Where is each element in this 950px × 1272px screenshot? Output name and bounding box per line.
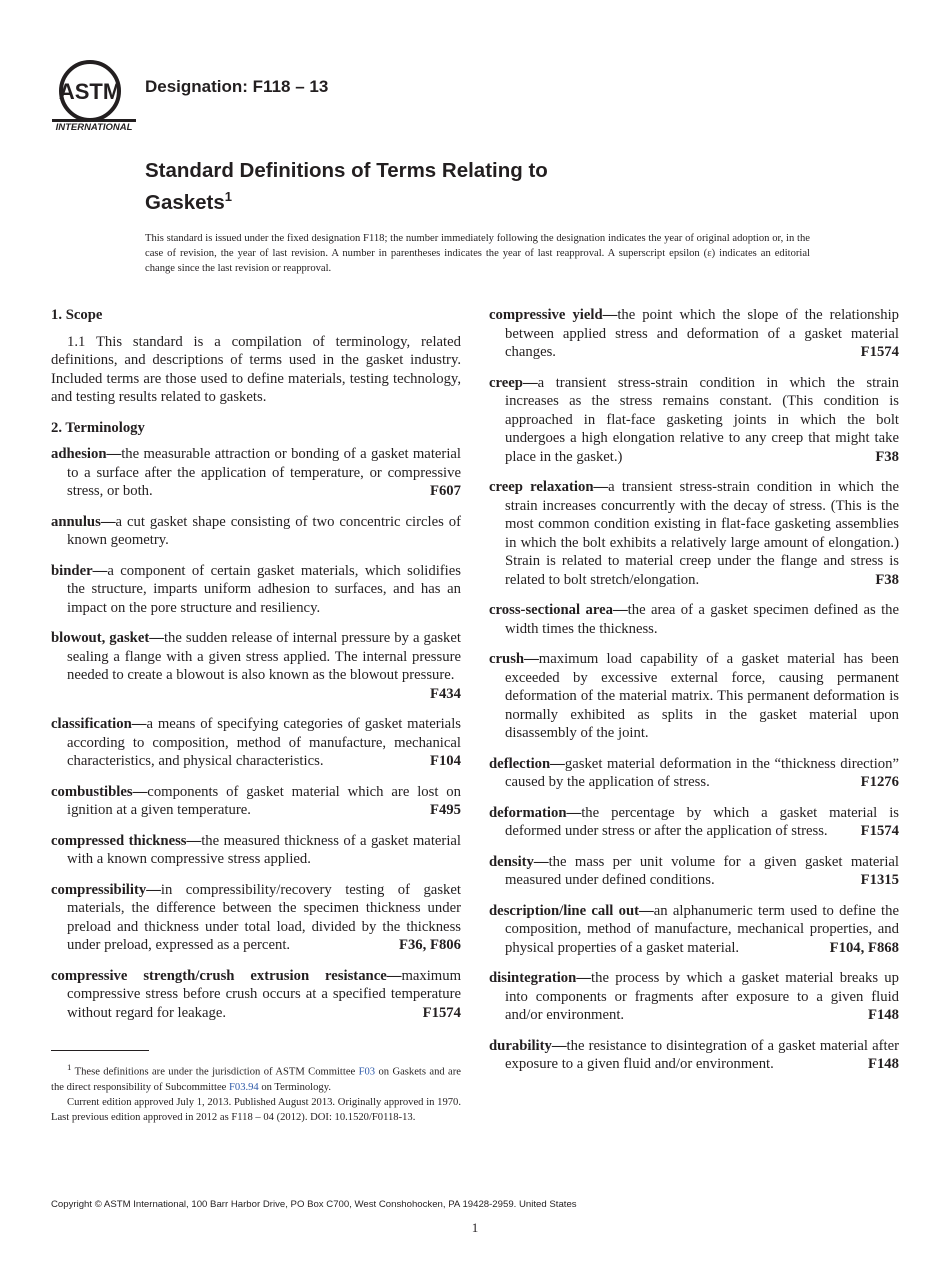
- page-number: 1: [471, 1220, 479, 1235]
- term-reference: F607: [429, 483, 461, 499]
- term-word: durability—: [489, 1037, 567, 1054]
- term-word: creep—: [489, 374, 538, 391]
- term-definition: a transient stress-strain condition in which the strain increases concurrently with the decay of stress. (This is the most common condition existing in flat-face gasketing assemblies in which the bolt exhibits a relatively large amount of elongation.) Strain is related to material creep under the flange and stress is related to bolt stretch/elongation.: [505, 479, 899, 588]
- term-word: deformation—: [489, 804, 582, 821]
- term-definition: the percentage by which a gasket material is deformed under stress or after the application of stress.: [505, 804, 899, 839]
- logo-subtext: INTERNATIONAL: [55, 122, 133, 133]
- term-definition: a means of specifying categories of gasket materials according to composition, method of manufacture, mechanical characteristics, and physical characteristics.: [67, 716, 461, 769]
- committee-link[interactable]: F03: [358, 1066, 376, 1078]
- term-word: binder—: [51, 562, 108, 579]
- term-entry: [51, 783, 461, 820]
- left-term-list: [51, 445, 461, 1022]
- term-entry: [489, 853, 899, 890]
- term-word: combustibles—: [51, 783, 148, 800]
- term-definition: maximum load capability of a gasket material has been exceeded by excessive external force, causing permanent deformation of the material matrix. This permanent deformation is normally exhibited as splits in the gasket material upon disassembly of the joint.: [505, 651, 899, 741]
- term-word: compressive yield—: [489, 307, 618, 323]
- right-term-list: [489, 306, 899, 1074]
- term-definition: the resistance to disintegration of a gasket material after exposure to a given fluid and/or environment.: [505, 1037, 899, 1072]
- document-title: [145, 158, 705, 216]
- footnote-edition: Current edition approved July 1, 2013. Published August 2013. Originally approved in 1970. Last previous edition approved in 2012 as F118 – 04 (2012). DOI: 10.1520/F0118-13.: [51, 1096, 461, 1123]
- term-entry: [51, 629, 461, 703]
- term-definition: a transient stress-strain condition in which the strain increases as the stress remains constant. (This condition is approached in flat-face gasketing joints in which the bolt undergoes a high elongation relative to any creep that might take place in the gasket.): [505, 374, 899, 465]
- term-entry: [489, 755, 899, 792]
- term-entry: [51, 513, 461, 550]
- term-word: adhesion—: [51, 446, 122, 462]
- term-entry: [489, 650, 899, 743]
- astm-logo: [52, 58, 136, 134]
- subcommittee-link[interactable]: F03.94: [229, 1081, 259, 1093]
- term-definition: the process by which a gasket material breaks up into components or fragments after exposure to a given fluid and/or environment.: [505, 970, 899, 1023]
- term-entry: [489, 969, 899, 1025]
- term-entry: [51, 715, 461, 771]
- term-reference: F38: [875, 571, 899, 588]
- title-line-2: Gaskets: [145, 190, 225, 214]
- term-word: compressive strength/crush extrusion resistance—: [51, 967, 402, 984]
- term-entry: [489, 1037, 899, 1074]
- scope-text: 1.1 This standard is a compilation of terminology, related definitions, and descriptions of terms used in the gasket industry. Included terms are those used to define materials, testing technology, and testing results related to gaskets.: [51, 333, 461, 405]
- right-column: [489, 306, 899, 1086]
- term-reference: F1574: [860, 823, 899, 839]
- term-reference: F104: [429, 753, 461, 769]
- term-word: description/line call out—: [489, 902, 654, 919]
- term-word: density—: [489, 853, 549, 870]
- term-entry: [51, 445, 461, 501]
- term-definition: a component of certain gasket materials, which solidifies the structure, imparts uniform adhesion to surfaces, and has an impact on the pore structure and resiliency.: [67, 562, 461, 616]
- term-definition: the point which the slope of the relationship between applied stress and deformation of a gasket material changes.: [505, 307, 900, 360]
- term-definition: the sudden release of internal pressure by a gasket sealing a flange with a given stress applied. The internal pressure needed to create a blowout is also known as the blowout pressure.: [67, 630, 462, 683]
- term-definition: the measurable attraction or bonding of a gasket material to a surface after the application of temperature, or compressive stress, or both.: [67, 446, 461, 499]
- term-word: compressibility—: [51, 881, 161, 898]
- term-entry: [489, 478, 899, 589]
- terminology-heading: 2. Terminology: [51, 419, 145, 436]
- designation: Designation: F118 – 13: [145, 77, 329, 96]
- term-reference: F495: [429, 802, 461, 818]
- term-definition: the area of a gasket specimen defined as the width times the thickness.: [505, 602, 900, 637]
- footnote-divider: [51, 1050, 149, 1051]
- copyright: Copyright © ASTM International, 100 Barr Harbor Drive, PO Box C700, West Conshohocken, PA 19428-2959. United States: [51, 1199, 577, 1210]
- term-word: annulus—: [51, 513, 116, 530]
- term-entry: [51, 832, 461, 869]
- term-definition: in compressibility/recovery testing of gasket materials, the difference between the specimen thickness under preload and thickness under total load, divided by the thickness under preload, expressed as a percent.: [67, 881, 461, 953]
- term-entry: [489, 902, 899, 958]
- term-reference: F36, F806: [398, 937, 461, 953]
- term-reference: F148: [867, 1007, 899, 1023]
- term-reference: F38: [875, 448, 899, 465]
- term-definition: a cut gasket shape consisting of two concentric circles of known geometry.: [67, 513, 461, 548]
- term-definition: gasket material deformation in the “thickness direction” caused by the application of stress.: [505, 755, 899, 790]
- term-word: cross-sectional area—: [489, 602, 628, 618]
- footnote-text-3: on Terminology.: [258, 1081, 331, 1093]
- term-reference: F1315: [860, 872, 899, 888]
- term-reference: F434: [429, 685, 461, 702]
- term-entry: [51, 562, 461, 618]
- footnote: [51, 1060, 461, 1125]
- scope-heading: 1. Scope: [51, 307, 103, 323]
- title-line-1: Standard Definitions of Terms Relating to: [145, 159, 548, 182]
- term-definition: components of gasket material which are lost on ignition at a given temperature.: [67, 783, 461, 818]
- term-definition: an alphanumeric term used to define the composition, method of manufacture, mechanical properties, and physical properties of a gasket material.: [505, 902, 900, 956]
- term-reference: F148: [867, 1056, 899, 1072]
- term-word: compressed thickness—: [51, 832, 202, 849]
- term-word: blowout, gasket—: [51, 630, 164, 646]
- footnote-text-2: on Gaskets and are the direct responsibility of Subcommittee: [51, 1066, 461, 1093]
- title-footnote-mark: 1: [224, 189, 233, 204]
- term-entry: [51, 881, 461, 955]
- term-reference: F104, F868: [829, 939, 899, 956]
- term-word: creep relaxation—: [489, 479, 609, 495]
- term-word: deflection—: [489, 755, 565, 772]
- term-word: disintegration—: [489, 970, 592, 986]
- term-reference: F1574: [860, 344, 899, 360]
- term-entry: [489, 601, 899, 638]
- footnote-text-1: These definitions are under the jurisdiction of ASTM Committee: [74, 1066, 359, 1078]
- term-entry: [489, 374, 899, 467]
- term-definition: the mass per unit volume for a given gasket material measured under defined conditions.: [505, 853, 899, 888]
- term-reference: F1574: [422, 1004, 461, 1021]
- left-column: [51, 306, 461, 1034]
- term-entry: [51, 967, 461, 1023]
- issuance-notice: This standard is issued under the fixed designation F118; the number immediately following the designation indicates the year of original adoption or, in the case of revision, the year of last revision. A number in parentheses indicates the year of last reapproval. A superscript epsilon (ε) indicates an editorial change since the last revision or reapproval.: [145, 233, 810, 274]
- term-entry: [489, 804, 899, 841]
- term-definition: maximum compressive stress before crush occurs at a specified temperature without regard for leakage.: [67, 967, 461, 1021]
- term-entry: [489, 306, 899, 362]
- term-reference: F1276: [860, 774, 899, 790]
- term-definition: the measured thickness of a gasket material with a known compressive stress applied.: [67, 832, 461, 867]
- logo-text: ASTM: [58, 79, 122, 104]
- term-word: classification—: [51, 716, 147, 732]
- footnote-mark: 1: [67, 1062, 72, 1072]
- term-word: crush—: [489, 651, 539, 667]
